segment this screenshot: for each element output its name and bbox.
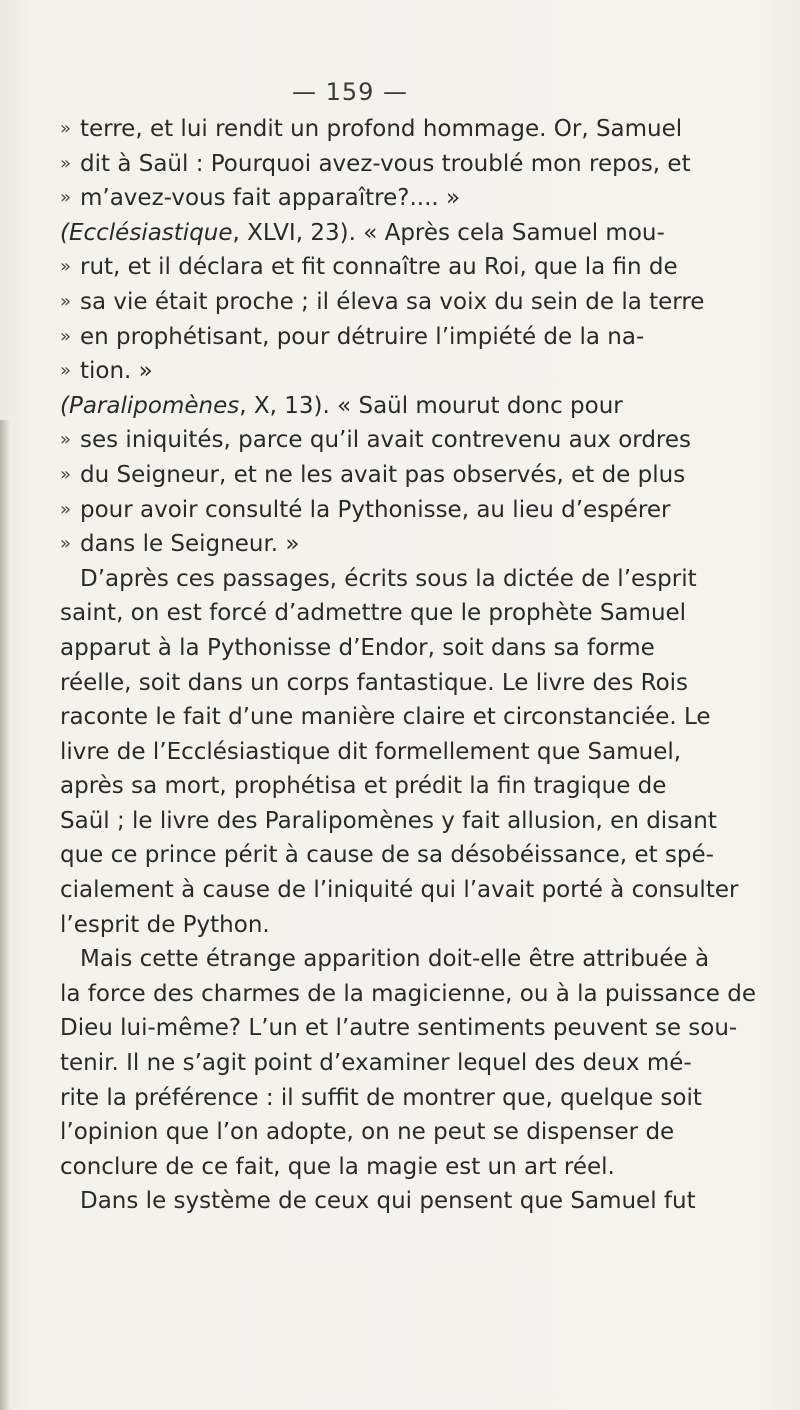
line-text: Dans le système de ceux qui pensent que Samuel fut (80, 1188, 696, 1215)
text-line (60, 527, 765, 562)
line-text: Dieu lui-même? L’un et l’autre sentiments peuvent se sou- (60, 1015, 738, 1042)
line-text: saint, on est forcé d’admettre que le prophète Samuel (60, 600, 687, 627)
line-text: sa vie était proche ; il éleva sa voix du sein de la terre (80, 288, 705, 315)
text-line (60, 631, 765, 666)
body-text (60, 112, 765, 1219)
line-text: après sa mort, prophétisa et prédit la fin tragique de (60, 773, 667, 800)
line-text: l’esprit de Python. (60, 911, 270, 938)
line-text: , X, 13). « Saül mourut donc pour (239, 392, 623, 419)
text-line (60, 389, 765, 424)
line-text: Saül ; le livre des Paralipomènes y fait allusion, en disant (60, 807, 717, 834)
line-text: dans le Seigneur. » (80, 531, 300, 558)
line-text: la force des charmes de la magicienne, ou à la puissance de (60, 980, 756, 1007)
quote-mark: » (60, 256, 72, 278)
line-text: réelle, soit dans un corps fantastique. Le livre des Rois (60, 669, 689, 696)
line-text: m’avez-vous fait apparaître?.... » (80, 185, 461, 212)
line-text: livre de l’Ecclésiastique dit formellement que Samuel, (60, 738, 682, 765)
line-text: pour avoir consulté la Pythonisse, au lieu d’espérer (80, 496, 671, 523)
line-text: tenir. Il ne s’agit point d’examiner lequel des deux mé- (60, 1050, 692, 1077)
text-line (60, 942, 765, 977)
line-text: D’après ces passages, écrits sous la dictée de l’esprit (80, 565, 697, 592)
line-text: dit à Saül : Pourquoi avez-vous troublé mon repos, et (80, 150, 691, 177)
quote-mark: » (60, 187, 72, 209)
text-line (60, 423, 765, 458)
text-line (60, 1184, 765, 1219)
line-text: ses iniquités, parce qu’il avait contrevenu aux ordres (80, 427, 692, 454)
line-text: l’opinion que l’on adopte, on ne peut se dispenser de (60, 1119, 675, 1146)
binding-shadow (0, 420, 10, 1410)
text-line (60, 1150, 765, 1185)
text-line (60, 181, 765, 216)
text-line (60, 666, 765, 701)
line-text: conclure de ce fait, que la magie est un art réel. (60, 1153, 615, 1180)
line-text: tion. » (80, 358, 153, 385)
quote-mark: » (60, 533, 72, 555)
text-line (60, 1046, 765, 1081)
quote-mark: » (60, 290, 72, 312)
text-line (60, 596, 765, 631)
text-line (60, 769, 765, 804)
quote-mark: » (60, 325, 72, 347)
quote-mark: » (60, 498, 72, 520)
text-line (60, 562, 765, 597)
line-text: apparut à la Pythonisse d’Endor, soit dans sa forme (60, 634, 655, 661)
text-line (60, 354, 765, 389)
line-text: Mais cette étrange apparition doit-elle être attribuée à (80, 946, 710, 973)
text-line (60, 250, 765, 285)
text-line (60, 1081, 765, 1116)
text-line (60, 700, 765, 735)
line-text: terre, et lui rendit un profond hommage. Or, Samuel (80, 116, 683, 142)
text-line (60, 735, 765, 770)
text-line (60, 908, 765, 943)
citation-title: (Paralipomènes (60, 392, 240, 419)
text-line (60, 493, 765, 528)
text-line (60, 458, 765, 493)
page-number: — 159 — (291, 78, 409, 106)
quote-mark: » (60, 463, 72, 485)
text-line (60, 112, 765, 147)
text-line (60, 804, 765, 839)
text-line (60, 147, 765, 182)
text-line (60, 873, 765, 908)
line-text: en prophétisant, pour détruire l’impiété de la na- (80, 323, 645, 350)
text-line (60, 285, 765, 320)
line-text: cialement à cause de l’iniquité qui l’avait porté à consulter (60, 877, 739, 904)
quote-mark: » (60, 429, 72, 451)
line-text: , XLVI, 23). « Après cela Samuel mou- (232, 219, 665, 246)
text-line (60, 320, 765, 355)
line-text: que ce prince périt à cause de sa désobéissance, et spé- (60, 842, 714, 869)
quote-mark: » (60, 360, 72, 382)
citation-title: (Ecclésiastique (60, 219, 233, 246)
quote-mark: » (60, 152, 72, 174)
text-line (60, 838, 765, 873)
quote-mark: » (60, 118, 72, 139)
text-line (60, 1011, 765, 1046)
line-text: du Seigneur, et ne les avait pas observés, et de plus (80, 461, 686, 488)
text-line (60, 1115, 765, 1150)
text-line (60, 977, 765, 1012)
line-text: rite la préférence : il suffit de montrer que, quelque soit (60, 1084, 702, 1111)
line-text: rut, et il déclara et fit connaître au Roi, que la fin de (80, 254, 678, 281)
text-line (60, 216, 765, 251)
line-text: raconte le fait d’une manière claire et circonstanciée. Le (60, 704, 711, 731)
